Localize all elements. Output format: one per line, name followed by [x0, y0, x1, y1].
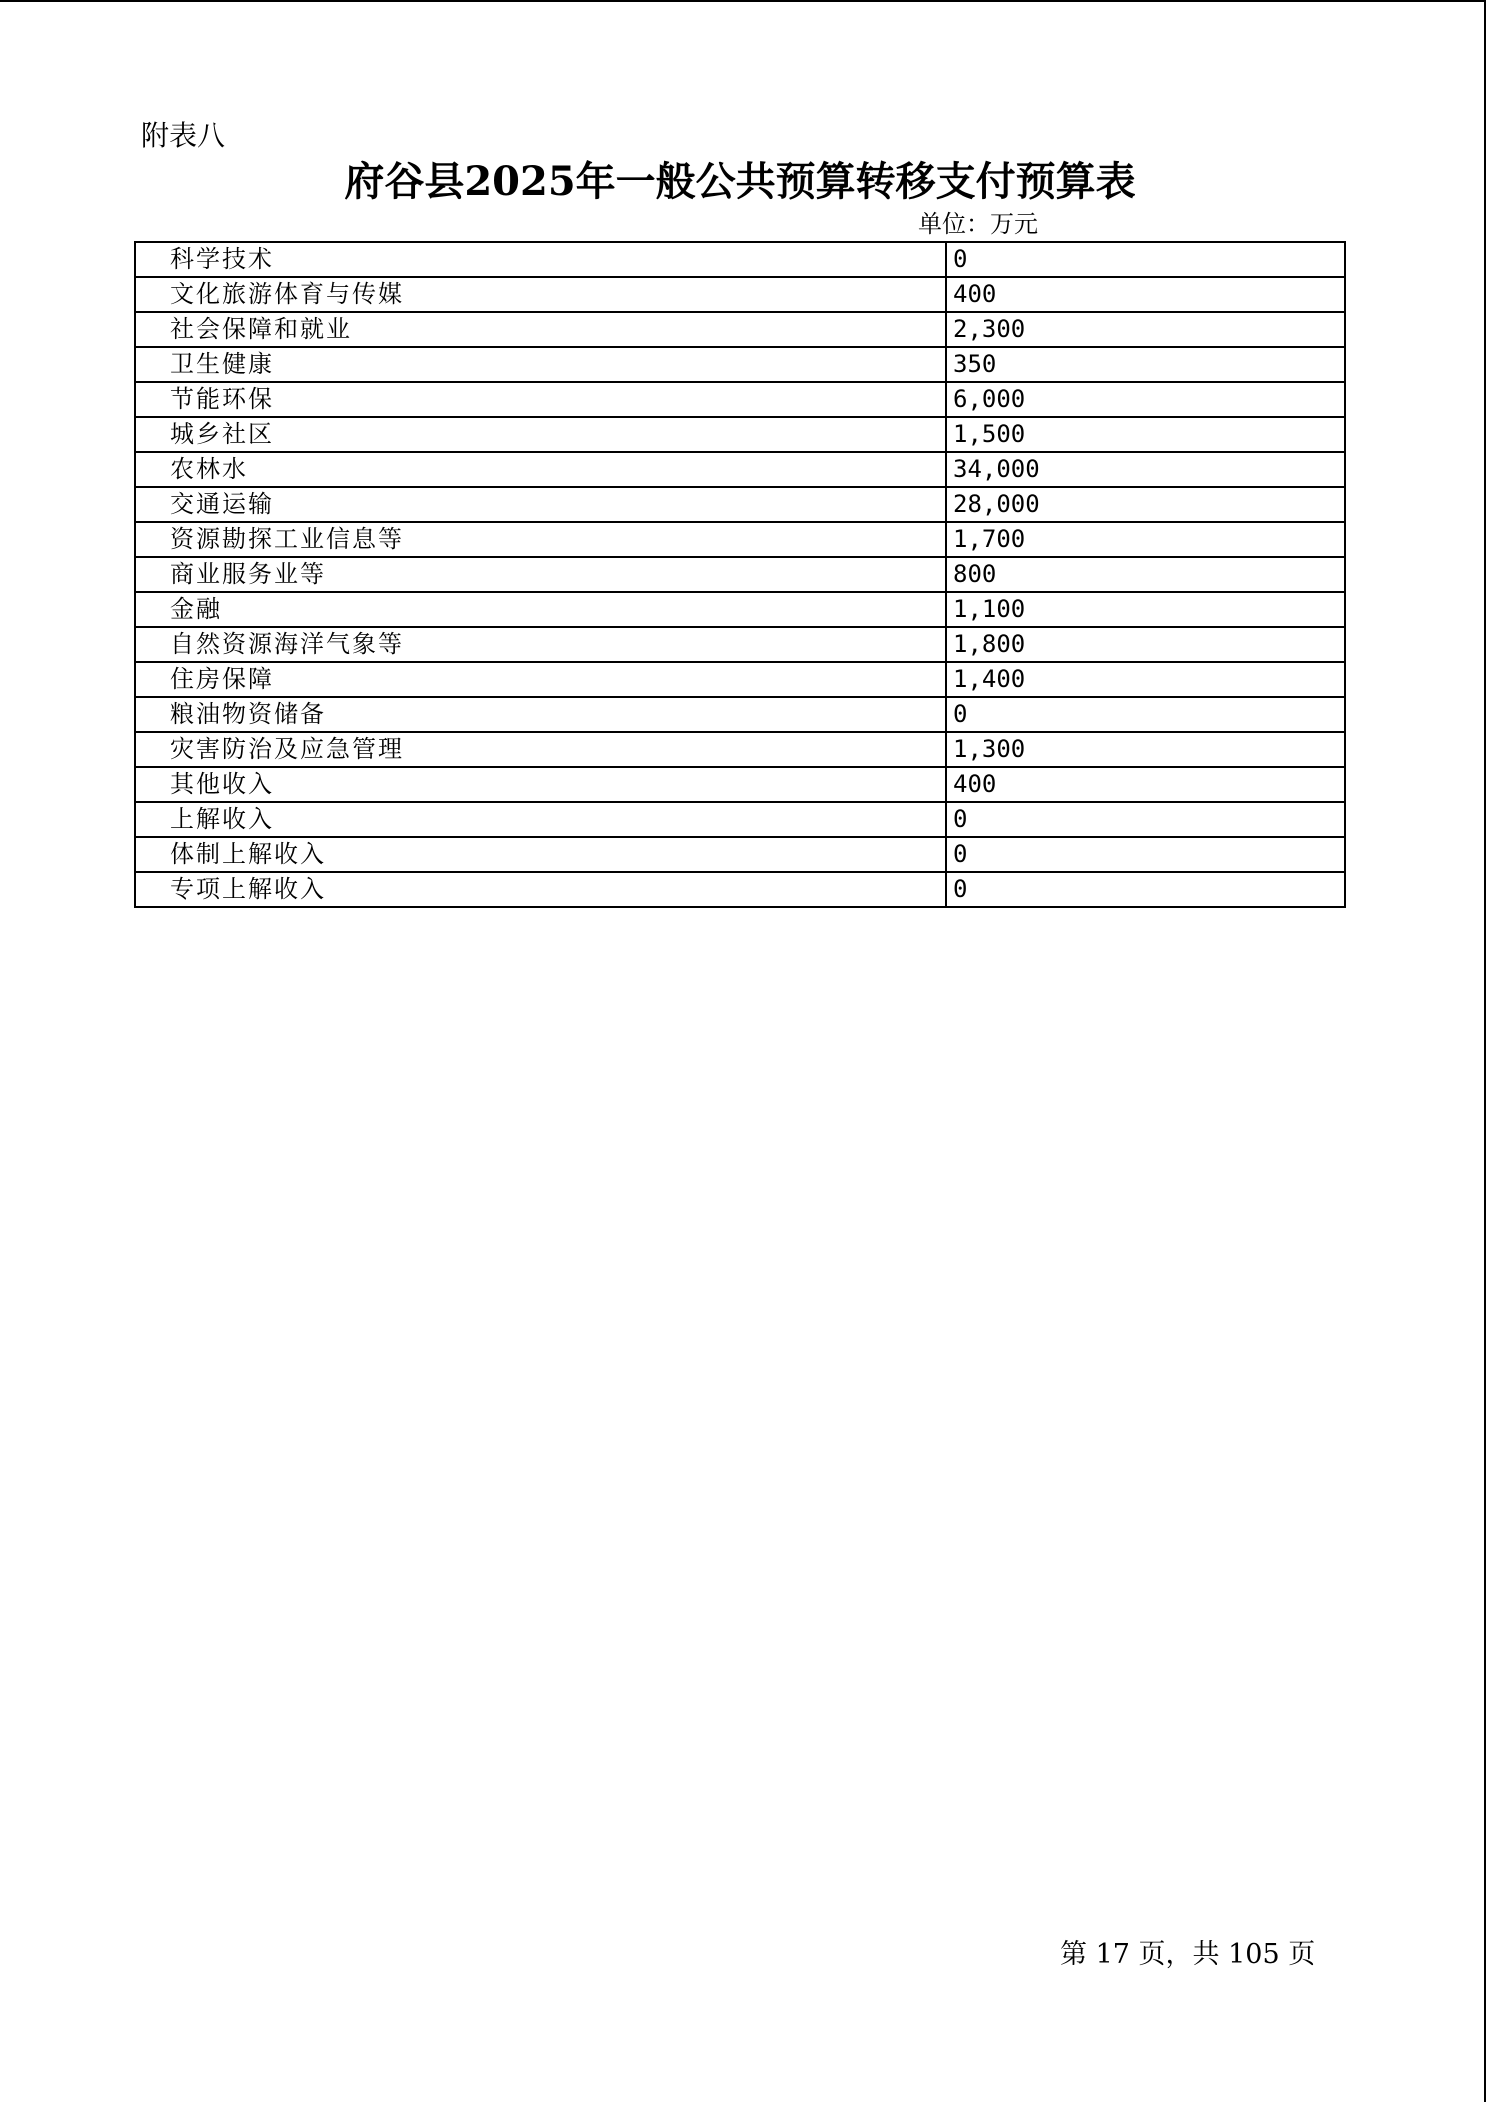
category-name: 其他收入	[135, 767, 946, 802]
category-name: 金融	[135, 592, 946, 627]
category-value: 0	[946, 242, 1345, 277]
table-row	[135, 872, 1345, 907]
category-name: 资源勘探工业信息等	[135, 522, 946, 557]
category-name: 农林水	[135, 452, 946, 487]
appendix-label: 附表八	[141, 119, 226, 152]
category-value: 6,000	[946, 382, 1345, 417]
table-row	[135, 277, 1345, 312]
category-name: 粮油物资储备	[135, 697, 946, 732]
category-value: 0	[946, 837, 1345, 872]
table-row	[135, 662, 1345, 697]
unit-label: 单位：万元	[918, 210, 1038, 238]
table-row	[135, 312, 1345, 347]
category-name: 上解收入	[135, 802, 946, 837]
table-row	[135, 802, 1345, 837]
category-name: 社会保障和就业	[135, 312, 946, 347]
table-row	[135, 242, 1345, 277]
category-value: 1,100	[946, 592, 1345, 627]
category-name: 节能环保	[135, 382, 946, 417]
category-name: 自然资源海洋气象等	[135, 627, 946, 662]
table-row	[135, 837, 1345, 872]
category-value: 34,000	[946, 452, 1345, 487]
category-name: 专项上解收入	[135, 872, 946, 907]
category-name: 商业服务业等	[135, 557, 946, 592]
category-name: 城乡社区	[135, 417, 946, 452]
budget-table	[134, 241, 1346, 908]
table-row	[135, 767, 1345, 802]
table-row	[135, 382, 1345, 417]
category-value: 1,800	[946, 627, 1345, 662]
category-value: 1,300	[946, 732, 1345, 767]
category-name: 住房保障	[135, 662, 946, 697]
category-value: 400	[946, 767, 1345, 802]
category-value: 400	[946, 277, 1345, 312]
page-title: 府谷县2025年一般公共预算转移支付预算表	[344, 158, 1136, 205]
table-row	[135, 732, 1345, 767]
table-row	[135, 417, 1345, 452]
table-row	[135, 347, 1345, 382]
table-row	[135, 592, 1345, 627]
category-value: 0	[946, 802, 1345, 837]
category-value: 1,500	[946, 417, 1345, 452]
category-value: 1,400	[946, 662, 1345, 697]
category-value: 350	[946, 347, 1345, 382]
category-name: 文化旅游体育与传媒	[135, 277, 946, 312]
category-value: 800	[946, 557, 1345, 592]
category-value: 2,300	[946, 312, 1345, 347]
table-row	[135, 697, 1345, 732]
category-name: 体制上解收入	[135, 837, 946, 872]
category-value: 0	[946, 872, 1345, 907]
page-number: 第 17 页，共 105 页	[1060, 1939, 1316, 1970]
category-value: 28,000	[946, 487, 1345, 522]
table-row	[135, 487, 1345, 522]
table-row	[135, 452, 1345, 487]
table-row	[135, 522, 1345, 557]
category-value: 0	[946, 697, 1345, 732]
table-row	[135, 627, 1345, 662]
category-name: 卫生健康	[135, 347, 946, 382]
category-name: 灾害防治及应急管理	[135, 732, 946, 767]
category-name: 交通运输	[135, 487, 946, 522]
table-row	[135, 557, 1345, 592]
category-name: 科学技术	[135, 242, 946, 277]
category-value: 1,700	[946, 522, 1345, 557]
